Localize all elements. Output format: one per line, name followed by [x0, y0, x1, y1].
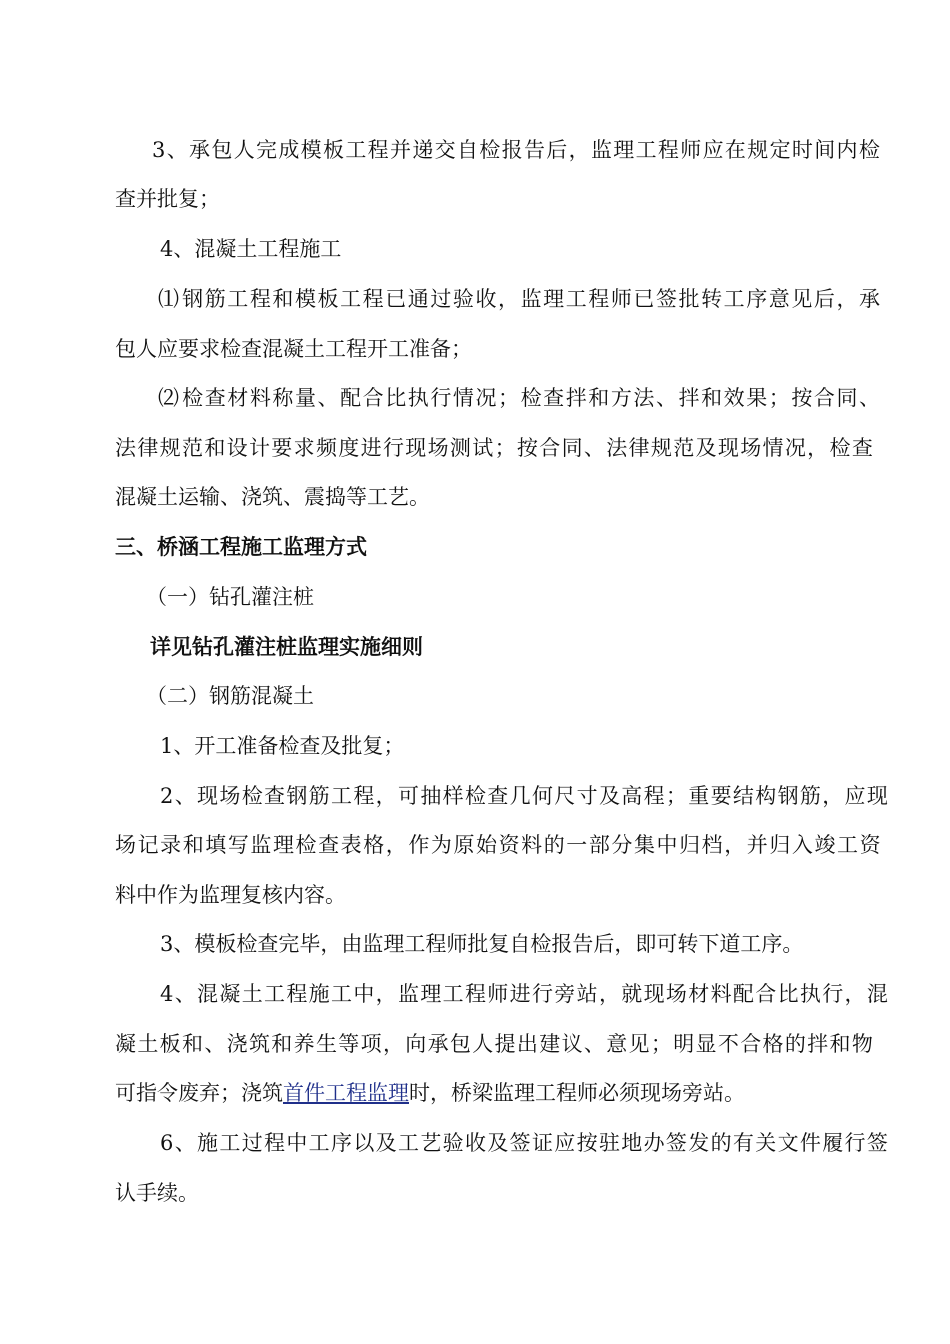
paragraph-line: 料中作为监理复核内容。	[115, 883, 346, 907]
paragraph-line: 4、混凝土工程施工	[160, 237, 342, 261]
paragraph-line	[115, 1078, 950, 1108]
paragraph-line: 4 、 混 凝 土 工 程 施 工 中 ， 监 理 工 程 师 进 行 旁 站 ， 就 现 场 材 料 配 合 比 执 行 ， 混	[160, 982, 888, 1006]
line-text: 时，桥梁监理工程师必须现场旁站。	[409, 1081, 745, 1105]
paragraph-line: 2 、 现 场 检 查 钢 筋 工 程 ， 可 抽 样 检 查 几 何 尺 寸 及 高 程 ； 重 要 结 构 钢 筋 ， 应 现	[160, 784, 888, 808]
paragraph-line: 3 、 承 包 人 完 成 模 板 工 程 并 递 交 自 检 报 告 后 ， 监 理 工 程 师 应 在 规 定 时 间 内 检	[152, 138, 880, 162]
paragraph-line: 凝 土 板 和 、 浇 筑 和 养 生 等 项 ， 向 承 包 人 提 出 建 议 、 意 见 ； 明 显 不 合 格 的 拌 和 物	[115, 1032, 873, 1056]
paragraph-line: ⑴ 钢 筋 工 程 和 模 板 工 程 已 通 过 验 收 ， 监 理 工 程 师 已 签 批 转 工 序 意 见 后 ， 承	[158, 287, 880, 311]
paragraph-line: 法 律 规 范 和 设 计 要 求 频 度 进 行 现 场 测 试 ； 按 合 同 、 法 律 规 范 及 现 场 情 况 ， 检 查	[115, 436, 873, 460]
reference-note: 详见钻孔灌注桩监理实施细则	[150, 634, 423, 659]
subsection-heading: （二）钢筋混凝土	[146, 684, 314, 708]
paragraph-line: 场 记 录 和 填 写 监 理 检 查 表 格 ， 作 为 原 始 资 料 的 一 部 分 集 中 归 档 ， 并 归 入 竣 工 资	[115, 833, 881, 857]
paragraph-line: 1、开工准备检查及批复；	[160, 734, 405, 758]
paragraph-line: 认手续。	[115, 1181, 199, 1205]
paragraph-line: 6 、 施 工 过 程 中 工 序 以 及 工 艺 验 收 及 签 证 应 按 驻 地 办 签 发 的 有 关 文 件 履 行 签	[160, 1131, 888, 1155]
section-heading: 三、桥涵工程施工监理方式	[115, 534, 367, 559]
engineering-supervision-link[interactable]: 工程监理	[325, 1081, 409, 1105]
paragraph-line: ⑵ 检 查 材 料 称 量 、 配 合 比 执 行 情 况 ； 检 查 拌 和 方 法 、 拌 和 效 果 ； 按 合 同 、	[158, 386, 880, 410]
paragraph-line: 混凝土运输、浇筑、震捣等工艺。	[115, 485, 430, 509]
subsection-heading: （一）钻孔灌注桩	[146, 585, 314, 609]
paragraph-line: 查并批复；	[115, 187, 220, 211]
line-text: 可指令废弃；浇筑	[115, 1081, 283, 1105]
paragraph-line: 3、模板检查完毕，由监理工程师批复自检报告后，即可转下道工序。	[160, 932, 804, 956]
first-piece-link[interactable]: 首件	[283, 1081, 325, 1105]
paragraph-line: 包人应要求检查混凝土工程开工准备；	[115, 337, 472, 361]
